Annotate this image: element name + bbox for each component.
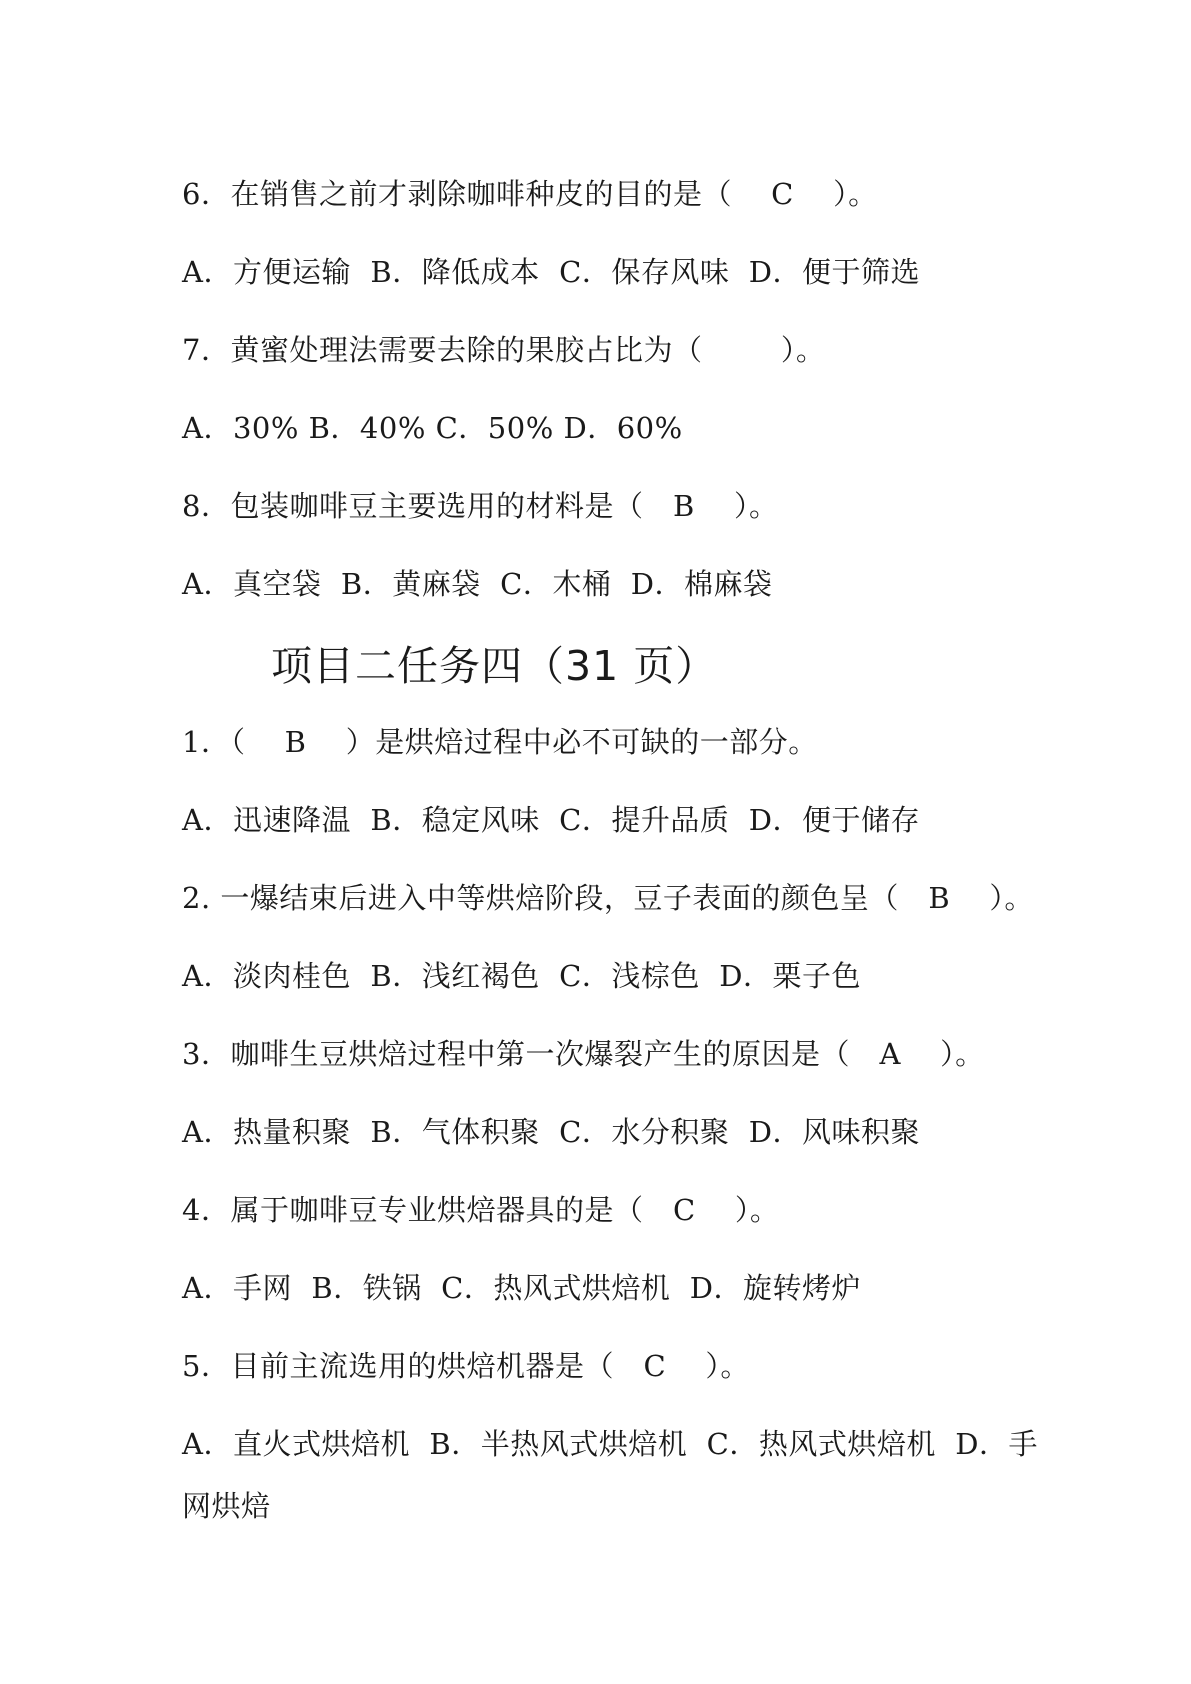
question-5-options-line2: 网烘焙 — [182, 1489, 271, 1523]
question-7: 7．黄蜜处理法需要去除的果胶占比为（ ）。 — [182, 333, 826, 367]
question-8-options: A．真空袋 B．黄麻袋 C．木桶 D．棉麻袋 — [182, 567, 773, 601]
section-heading: 项目二任务四（31 页） — [271, 642, 718, 690]
question-6-options: A．方便运输 B．降低成本 C．保存风味 D．便于筛选 — [182, 255, 921, 289]
question-3: 3．咖啡生豆烘焙过程中第一次爆裂产生的原因是（ A ）。 — [182, 1037, 985, 1071]
question-5: 5．目前主流选用的烘焙机器是（ C ）。 — [182, 1349, 750, 1383]
question-4-options: A．手网 B．铁锅 C．热风式烘焙机 D．旋转烤炉 — [182, 1271, 862, 1305]
question-1-options: A．迅速降温 B．稳定风味 C．提升品质 D．便于储存 — [182, 803, 921, 837]
question-6: 6．在销售之前才剥除咖啡种皮的目的是（ C ）。 — [182, 177, 878, 211]
question-8: 8．包装咖啡豆主要选用的材料是（ B ）。 — [182, 489, 779, 523]
question-5-options-line1: A．直火式烘焙机 B．半热风式烘焙机 C．热风式烘焙机 D．手 — [182, 1427, 1039, 1461]
question-3-options: A．热量积聚 B．气体积聚 C．水分积聚 D．风味积聚 — [182, 1115, 921, 1149]
question-2: 2. 一爆结束后进入中等烘焙阶段，豆子表面的颜色呈（ B ）。 — [182, 881, 1034, 915]
question-2-options: A．淡肉桂色 B．浅红褐色 C．浅棕色 D．栗子色 — [182, 959, 862, 993]
question-1: 1．（ B ）是烘焙过程中必不可缺的一部分。 — [182, 725, 818, 759]
question-7-options: A．30% B．40% C．50% D．60% — [182, 411, 683, 445]
question-4: 4．属于咖啡豆专业烘焙器具的是（ C ）。 — [182, 1193, 780, 1227]
